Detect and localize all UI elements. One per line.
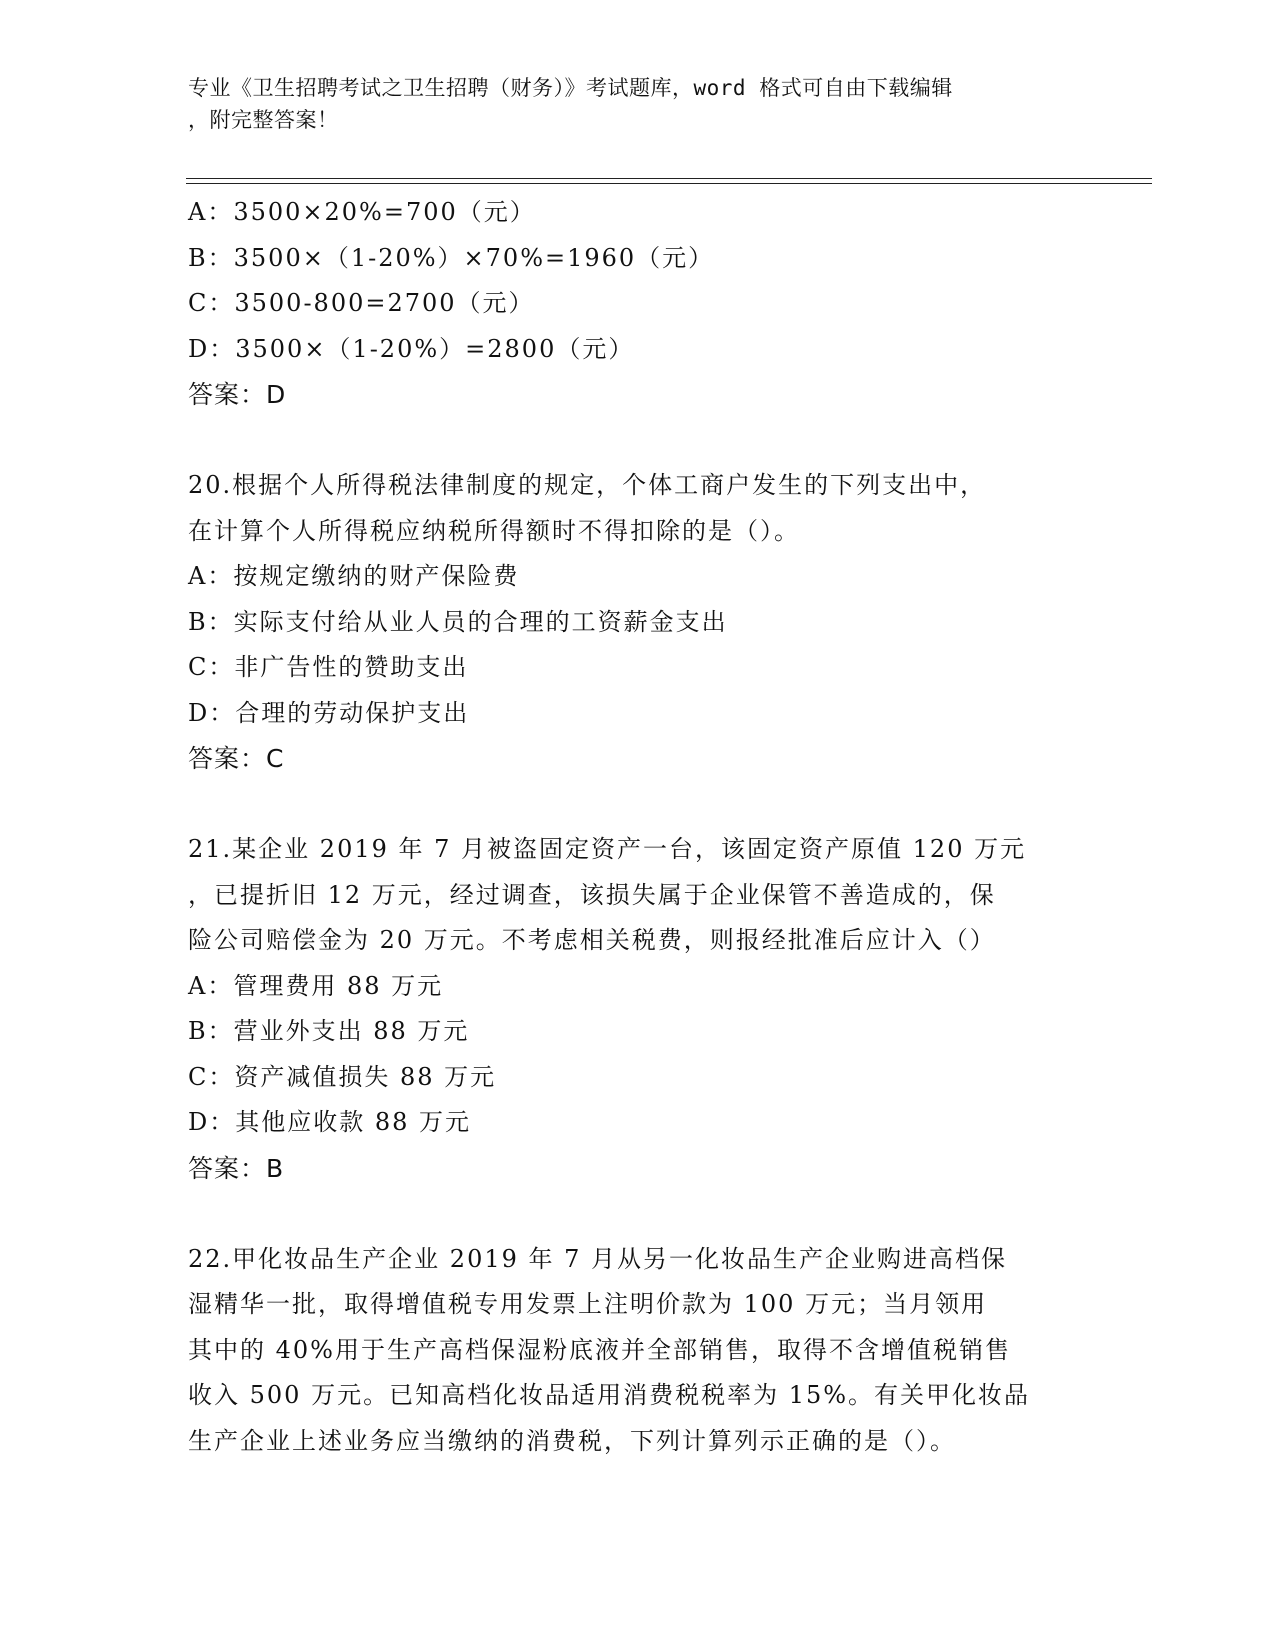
q21-stem-line-1: 21.某企业 2019 年 7 月被盗固定资产一台，该固定资产原值 120 万元	[188, 835, 1027, 863]
q19-option-d: D：3500×（1-20%）=2800（元）	[188, 334, 635, 363]
q22-stem-line-1: 22.甲化妆品生产企业 2019 年 7 月从另一化妆品生产企业购进高档保	[188, 1244, 1008, 1273]
header-divider-bottom	[186, 183, 1152, 184]
q20-option-b: B：实际支付给从业人员的合理的工资薪金支出	[188, 607, 728, 636]
q21-stem-line-2: ，已提折旧 12 万元，经过调查，该损失属于企业保管不善造成的，保	[188, 880, 996, 909]
q20-option-a: A：按规定缴纳的财产保险费	[188, 562, 520, 590]
question-22	[188, 1237, 1088, 1465]
q20-stem-line-2: 在计算个人所得税应纳税所得额时不得扣除的是（）。	[188, 516, 800, 545]
spacer	[188, 418, 1088, 464]
q22-stem-line-3: 其中的 40%用于生产高档保湿粉底液并全部销售，取得不含增值税销售	[188, 1335, 1011, 1364]
q20-stem-line-1: 20.根据个人所得税法律制度的规定，个体工商户发生的下列支出中，	[188, 471, 987, 499]
spacer	[188, 782, 1088, 828]
q21-option-a: A：管理费用 88 万元	[188, 971, 444, 1000]
spacer	[188, 1191, 1088, 1237]
q20-answer: 答案：C	[188, 744, 285, 773]
question-20	[188, 463, 1088, 782]
q19-option-c: C：3500-800=2700（元）	[188, 289, 535, 317]
q19-answer: 答案：D	[188, 380, 287, 409]
q20-option-d: D：合理的劳动保护支出	[188, 698, 470, 727]
q19-option-a: A：3500×20%=700（元）	[188, 198, 536, 226]
header-line-2: ，附完整答案！	[188, 108, 339, 132]
q22-stem-line-2: 湿精华一批，取得增值税专用发票上注明价款为 100 万元；当月领用	[188, 1290, 988, 1318]
q21-option-b: B：营业外支出 88 万元	[188, 1017, 470, 1045]
question-21	[188, 827, 1088, 1191]
q21-answer: 答案：B	[188, 1153, 285, 1183]
q21-stem-line-3: 险公司赔偿金为 20 万元。不考虑相关税费，则报经批准后应计入（）	[188, 926, 996, 954]
q20-option-c: C：非广告性的赞助支出	[188, 653, 469, 681]
q21-option-d: D：其他应收款 88 万元	[188, 1108, 472, 1136]
header-line-1: 专业《卫生招聘考试之卫生招聘（财务）》考试题库，word 格式可自由下载编辑	[188, 76, 953, 100]
document-body	[188, 190, 1088, 1464]
q21-option-c: C：资产减值损失 88 万元	[188, 1062, 497, 1091]
question-19-tail	[188, 190, 1088, 418]
q22-stem-line-4: 收入 500 万元。已知高档化妆品适用消费税税率为 15%。有关甲化妆品	[188, 1381, 1031, 1409]
q19-option-b: B：3500×（1-20%）×70%=1960（元）	[188, 243, 715, 272]
header-divider-top	[186, 178, 1152, 179]
document-header	[188, 72, 1088, 136]
q22-stem-line-5: 生产企业上述业务应当缴纳的消费税，下列计算列示正确的是（）。	[188, 1426, 956, 1455]
